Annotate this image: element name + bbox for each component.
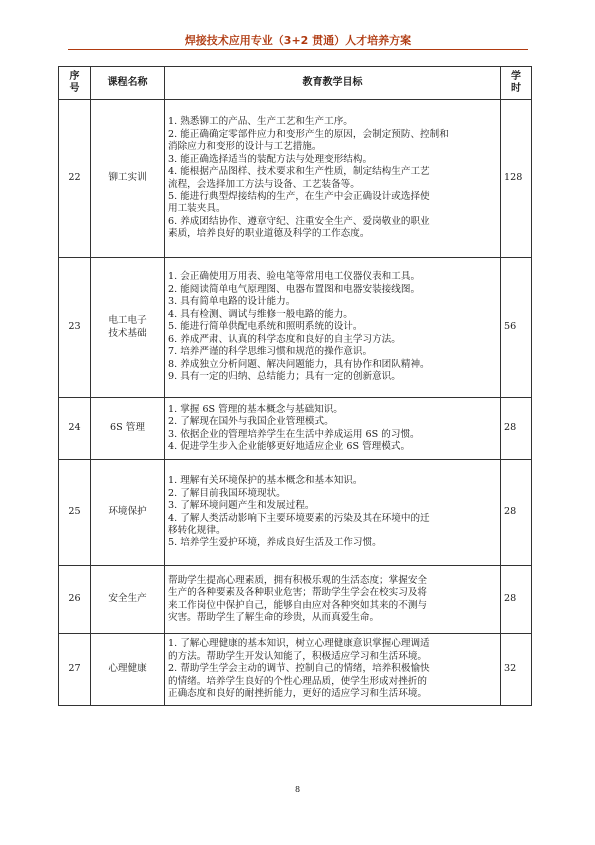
table-row — [59, 566, 532, 634]
goal-line: 2. 帮助学生学会主动的调节、控制自己的情绪，培养积极愉快 — [168, 663, 430, 675]
goal-line: 素质，培养良好的职业道德及科学的工作态度。 — [168, 228, 370, 240]
course-name-line1: 安全生产 — [108, 593, 147, 605]
goal-line: 5. 能进行典型焊接结构的生产，在生产中会正确设计或选择使 — [168, 190, 430, 202]
course-name — [91, 258, 165, 398]
goal-line: 流程，会选择加工方法与设备、工艺装备等。 — [168, 178, 360, 190]
course-goals — [165, 398, 501, 460]
table-header-row — [59, 67, 532, 100]
goal-line: 6. 养成团结协作、遵章守纪、注重安全生产、爱岗敬业的职业 — [168, 215, 430, 227]
row-number: 25 — [59, 460, 91, 566]
goal-line: 4. 具有检测、调试与维修一般电路的能力。 — [168, 308, 353, 320]
goal-line: 灾害。帮助学生了解生命的珍贵，从而真爱生命。 — [168, 611, 380, 623]
course-goals — [165, 100, 501, 258]
goal-line: 2. 了解现在国外与我国企业管理模式。 — [168, 416, 334, 428]
goal-line: 5. 培养学生爱护环境，养成良好生活及工作习惯。 — [168, 537, 382, 549]
course-hours: 28 — [501, 460, 532, 566]
curriculum-table — [58, 66, 532, 706]
row-number: 24 — [59, 398, 91, 460]
header-hours-line2: 时 — [511, 83, 521, 94]
header-hours-line1: 学 — [511, 70, 521, 82]
course-name-line1: 心理健康 — [108, 663, 147, 675]
course-name — [91, 634, 165, 706]
goal-line: 2. 能正确确定零部件应力和变形产生的原因，会制定预防、控制和 — [168, 128, 449, 140]
page-header-title: 焊接技术应用专业（3+2 贯通）人才培养方案 — [184, 34, 412, 47]
course-name-line1: 电工电子 — [108, 315, 147, 327]
goal-line: 消除应力和变形的设计与工艺措施。 — [168, 141, 322, 153]
header-number-line2: 号 — [69, 83, 80, 94]
goal-line: 2. 了解目前我国环境现状。 — [168, 487, 286, 499]
goal-line: 1. 掌握 6S 管理的基本概念与基础知识。 — [168, 403, 343, 415]
table-row — [59, 100, 532, 258]
header-course-name: 课程名称 — [91, 67, 165, 100]
course-name-line2: 技术基础 — [108, 327, 147, 339]
course-goals — [165, 566, 501, 634]
course-hours: 28 — [501, 566, 532, 634]
goal-line: 7. 培养严谨的科学思维习惯和规范的操作意识。 — [168, 346, 373, 358]
course-name — [91, 100, 165, 258]
goal-line: 4. 了解人类活动影响下主要环境要素的污染及其在环境中的迁 — [168, 512, 430, 524]
goal-line: 移转化规律。 — [168, 524, 226, 536]
goal-line: 用工装夹具。 — [168, 203, 226, 215]
header-rule — [68, 49, 528, 50]
goal-line: 1. 理解有关环境保护的基本概念和基本知识。 — [168, 475, 363, 487]
goal-line: 的情绪。培养学生良好的个性心理品质，使学生形成对挫折的 — [168, 675, 428, 687]
row-number: 27 — [59, 634, 91, 706]
course-name — [91, 460, 165, 566]
header-hours — [501, 67, 532, 100]
goal-line: 3. 能正确选择适当的装配方法与处理变形结构。 — [168, 153, 373, 165]
goal-line: 1. 会正确使用万用表、验电笔等常用电工仪器仪表和工具。 — [168, 271, 421, 283]
header-number-line1: 序 — [69, 70, 80, 82]
course-hours: 56 — [501, 258, 532, 398]
goal-line: 来工作岗位中保护自己，能够自由应对各种突如其来的不测与 — [168, 599, 428, 611]
goal-line: 4. 促进学生步入企业能够更好地适应企业 6S 管理模式。 — [168, 440, 411, 452]
goal-line: 3. 了解环境问题产生和发展过程。 — [168, 500, 315, 512]
goal-line: 1. 了解心理健康的基本知识，树立心理健康意识掌握心理调适 — [168, 638, 430, 650]
course-hours: 32 — [501, 634, 532, 706]
goal-line: 生产的各种要素及各种职业危害；帮助学生学会在校实习及将 — [168, 587, 428, 599]
course-name-line1: 环境保护 — [108, 506, 147, 518]
course-hours: 128 — [501, 100, 532, 258]
goal-line: 9. 具有一定的归纳、总结能力；具有一定的创新意识。 — [168, 371, 401, 383]
goal-line: 4. 能根据产品图样、技术要求和生产性质，制定结构生产工艺 — [168, 166, 430, 178]
course-hours: 28 — [501, 398, 532, 460]
goal-line: 正确态度和良好的耐挫折能力，更好的适应学习和生活环境。 — [168, 688, 428, 700]
goal-line: 2. 能阅读简单电气原理图、电器布置图和电器安装接线图。 — [168, 283, 421, 295]
goal-line: 6. 养成严肃、认真的科学态度和良好的自主学习方法。 — [168, 333, 401, 345]
goal-line: 8. 养成独立分析问题、解决问题能力，具有协作和团队精神。 — [168, 358, 430, 370]
row-number: 23 — [59, 258, 91, 398]
page-number: 8 — [294, 785, 301, 794]
row-number: 26 — [59, 566, 91, 634]
goal-line: 5. 能进行简单供配电系统和照明系统的设计。 — [168, 321, 363, 333]
header-number — [59, 67, 91, 100]
goal-line: 的方法。帮助学生开发认知能了，积极适应学习和生活环境。 — [168, 650, 428, 662]
goal-line: 3. 具有简单电路的设计能力。 — [168, 296, 296, 308]
table-row — [59, 398, 532, 460]
course-goals — [165, 460, 501, 566]
course-goals — [165, 258, 501, 398]
goal-line: 1. 熟悉铆工的产品、生产工艺和生产工序。 — [168, 116, 353, 128]
table-body — [59, 100, 532, 706]
course-name-line1: 6S 管理 — [110, 422, 145, 434]
table-row — [59, 258, 532, 398]
goal-line: 3. 依据企业的管理培养学生在生活中养成运用 6S 的习惯。 — [168, 428, 420, 440]
course-name-line1: 铆工实训 — [108, 172, 147, 184]
course-goals — [165, 634, 501, 706]
table-row — [59, 460, 532, 566]
row-number: 22 — [59, 100, 91, 258]
goal-line: 帮助学生提高心理素质，拥有积极乐观的生活态度；掌握安全 — [168, 574, 428, 586]
course-name — [91, 398, 165, 460]
course-name — [91, 566, 165, 634]
header-goals: 教育教学目标 — [165, 67, 501, 100]
table-row — [59, 634, 532, 706]
